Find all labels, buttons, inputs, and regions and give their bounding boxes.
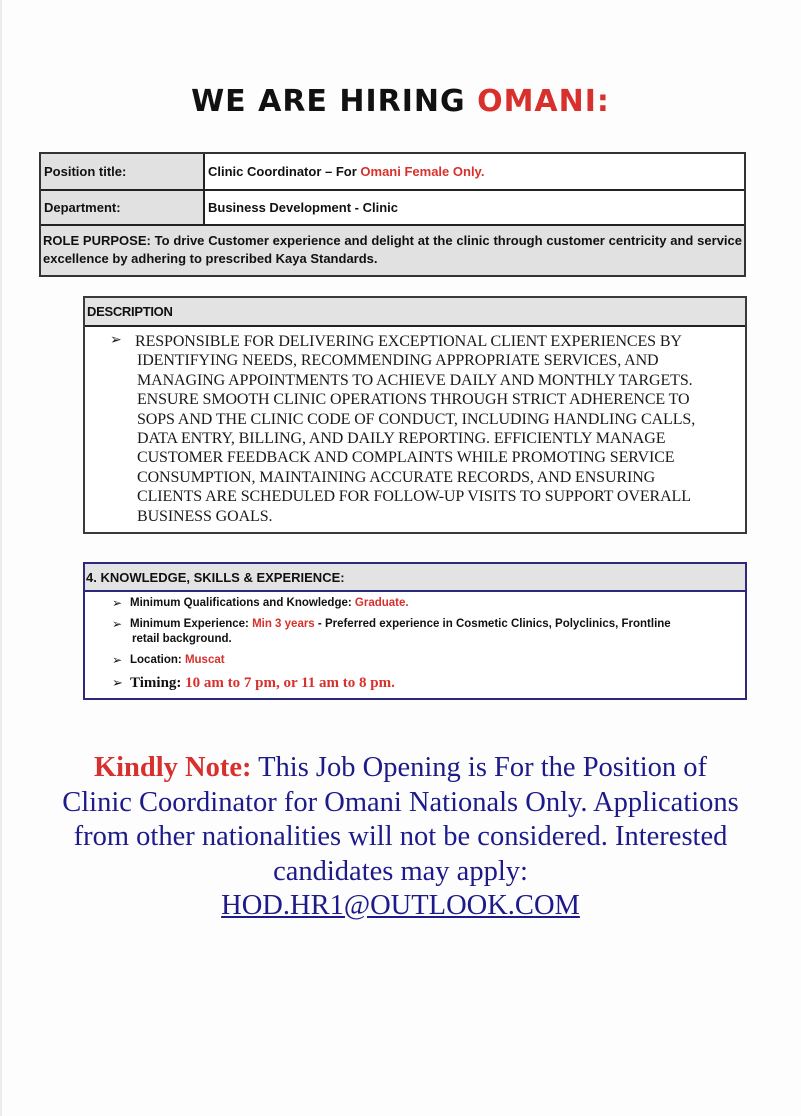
position-eligibility: Omani Female Only. (360, 164, 485, 179)
arrowhead-bullet-icon: ➢ (112, 596, 123, 610)
experience-item (85, 617, 745, 647)
timing-value: 10 am to 7 pm, or 11 am to 8 pm. (185, 675, 395, 691)
position-label: Position title: (41, 154, 205, 189)
experience-label: Minimum Experience: (130, 618, 253, 630)
note-label: Kindly Note: (93, 752, 252, 783)
description-line: CUSTOMER FEEDBACK AND COMPLAINTS WHILE PROMOTING SERVICE (137, 449, 675, 467)
arrowhead-bullet-icon: ➢ (112, 653, 123, 667)
headline-prefix: WE ARE HIRING (191, 84, 478, 119)
position-title: Clinic Coordinator – For (208, 164, 361, 179)
department-row (41, 191, 744, 226)
description-line: ENSURE SMOOTH CLINIC OPERATIONS THROUGH STRICT ADHERENCE TO (137, 391, 690, 409)
arrowhead-bullet-icon: ➢ (110, 332, 122, 348)
description-body (85, 327, 745, 532)
description-heading: DESCRIPTION (85, 298, 745, 327)
role-purpose: ROLE PURPOSE: To drive Customer experience and delight at the clinic through customer centricity and service excellence by adhering to prescribed Kaya Standards. (41, 226, 744, 275)
arrowhead-bullet-icon: ➢ (112, 676, 123, 691)
department-label: Department: (41, 191, 205, 224)
department-value: Business Development - Clinic (205, 191, 744, 224)
knowledge-skills-box (83, 562, 747, 700)
timing-label: Timing: (130, 675, 186, 691)
page-edge (0, 0, 2, 1116)
note-text: This Job Opening is For the Position of Clinic Coordinator for Omani Nationals Only. Applications from other nationalities will not be considered. Interested candidates may apply: (62, 752, 739, 887)
qualification-label: Minimum Qualifications and Knowledge: (130, 597, 355, 609)
knowledge-heading: 4. KNOWLEDGE, SKILLS & EXPERIENCE: (85, 564, 745, 592)
experience-value: Min 3 years (252, 618, 315, 630)
headline-accent: OMANI: (477, 84, 610, 119)
apply-email-link[interactable]: HOD.HR1@OUTLOOK.COM (221, 890, 580, 921)
knowledge-list (85, 592, 745, 698)
description-box (83, 296, 747, 534)
qualification-item (85, 596, 745, 611)
description-line: CONSUMPTION, MAINTAINING ACCURATE RECORDS, AND ENSURING (137, 468, 656, 486)
description-line: CLIENTS ARE SCHEDULED FOR FOLLOW-UP VISITS TO SUPPORT OVERALL (137, 488, 691, 506)
location-value: Muscat (184, 654, 225, 666)
description-line: DATA ENTRY, BILLING, AND DAILY REPORTING. EFFICIENTLY MANAGE (137, 430, 666, 448)
description-line: IDENTIFYING NEEDS, RECOMMENDING APPROPRIATE SERVICES, AND (137, 352, 659, 370)
location-item (85, 653, 745, 668)
description-line: MANAGING APPOINTMENTS TO ACHIEVE DAILY AND MONTHLY TARGETS. (137, 371, 693, 389)
description-line: RESPONSIBLE FOR DELIVERING EXCEPTIONAL CLIENT EXPERIENCES BY (135, 333, 682, 350)
description-line: SOPS AND THE CLINIC CODE OF CONDUCT, INCLUDING HANDLING CALLS, (137, 410, 696, 428)
arrowhead-bullet-icon: ➢ (112, 617, 123, 631)
description-text (135, 332, 735, 526)
description-line: BUSINESS GOALS. (137, 507, 273, 525)
position-row (41, 154, 744, 191)
location-label: Location: (130, 654, 185, 666)
headline (0, 84, 801, 119)
kindly-note (60, 751, 741, 924)
experience-detail: - Preferred experience in Cosmetic Clinics, Polyclinics, Frontline (314, 618, 671, 630)
timing-item (85, 674, 745, 692)
qualification-value: Graduate. (354, 597, 409, 609)
job-info-table (39, 152, 746, 277)
experience-detail-continued: retail background. (132, 633, 232, 645)
position-value (205, 154, 744, 189)
